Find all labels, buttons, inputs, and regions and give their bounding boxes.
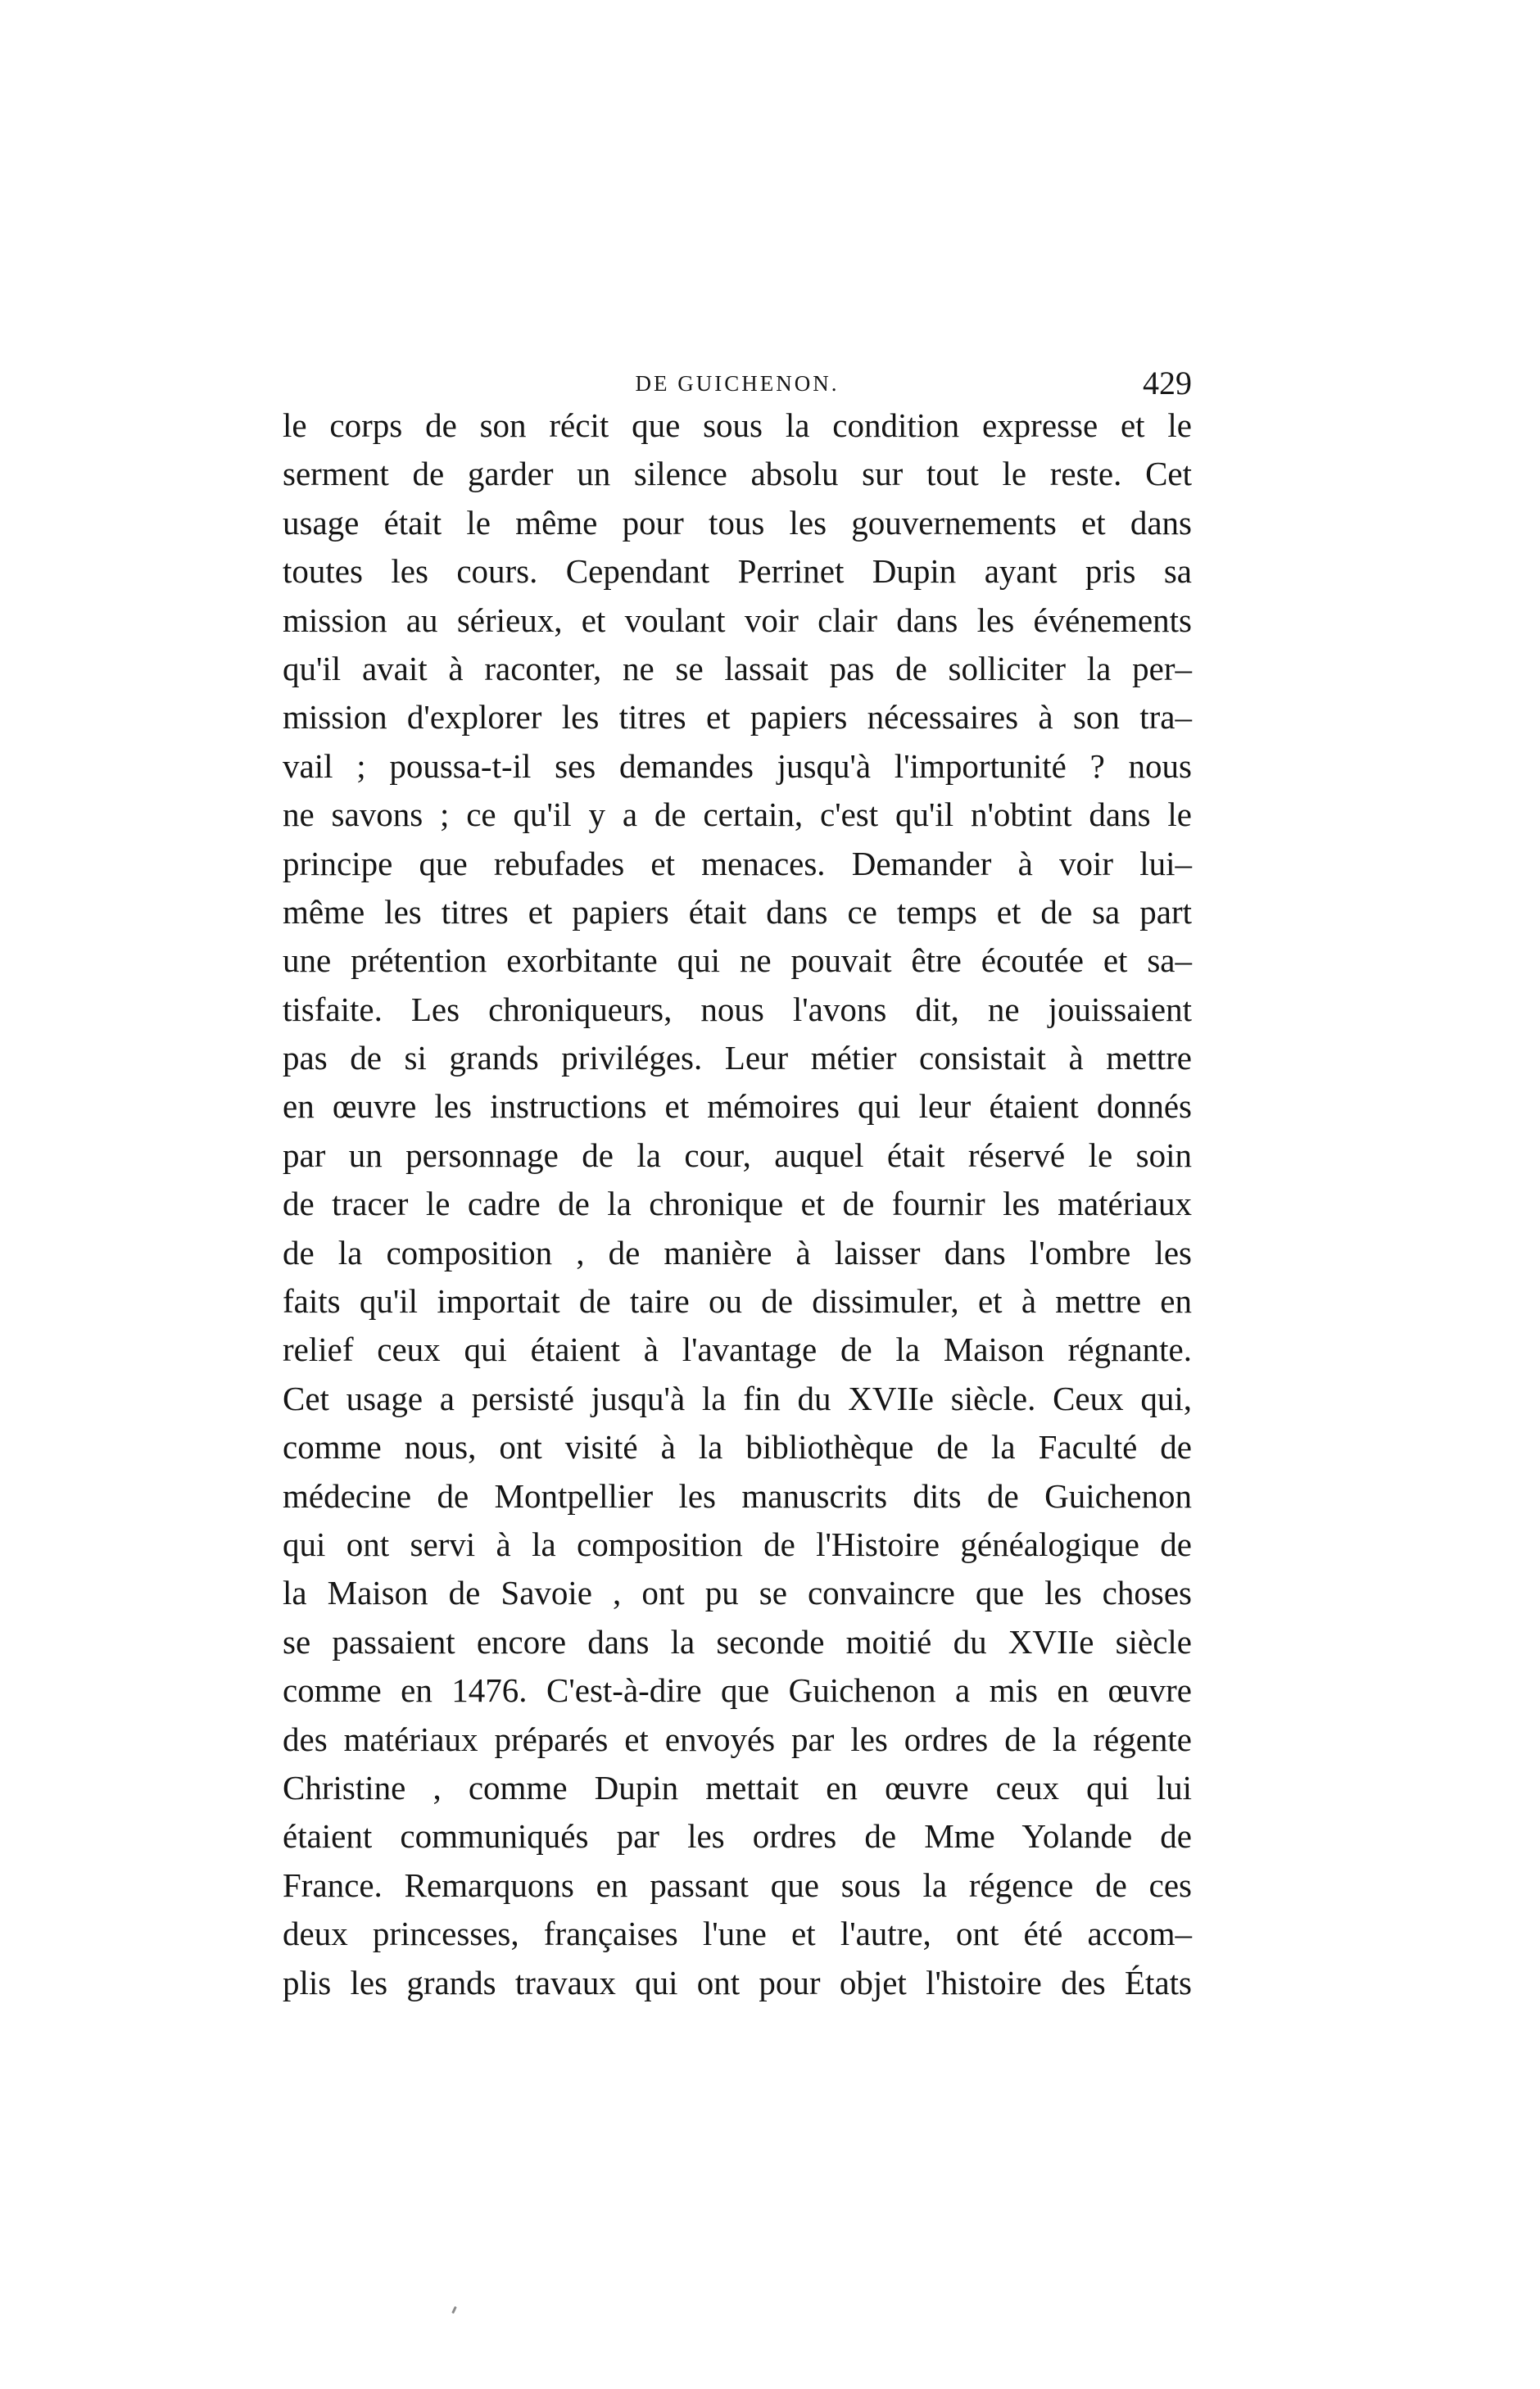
text-line: comme nous, ont visité à la bibliothèque de la Faculté de [283, 1428, 1192, 1466]
text-line: faits qu'il importait de taire ou de dissimuler, et à mettre en [283, 1282, 1192, 1321]
text-line: qu'il avait à raconter, ne se lassait pas de solliciter la per– [283, 649, 1192, 687]
text-line: en œuvre les instructions et mémoires qui leur étaient donnés [283, 1087, 1192, 1126]
text-line: une prétention exorbitante qui ne pouvait être écoutée et sa– [283, 941, 1192, 980]
text-line: qui ont servi à la composition de l'Histoire généalogique de [283, 1525, 1192, 1563]
text-line: pas de si grands priviléges. Leur métier consistait à mettre [283, 1039, 1192, 1077]
body-text [283, 401, 1192, 2007]
text-line: comme en 1476. C'est-à-dire que Guichenon a mis en œuvre [283, 1671, 1192, 1710]
text-line: deux princesses, françaises l'une et l'autre, ont été accom– [283, 1915, 1192, 1953]
text-line: vail ; poussa-t-il ses demandes jusqu'à l'importunité ? nous [283, 746, 1192, 785]
text-line: la Maison de Savoie , ont pu se convaincre que les choses [283, 1574, 1192, 1612]
text-line: des matériaux préparés et envoyés par les ordres de la régente [283, 1720, 1192, 1758]
text-line: par un personnage de la cour, auquel était réservé le soin [283, 1136, 1192, 1174]
text-line: étaient communiqués par les ordres de Mme Yolande de [283, 1817, 1192, 1856]
text-line: médecine de Montpellier les manuscrits dits de Guichenon [283, 1476, 1192, 1515]
text-line: plis les grands travaux qui ont pour objet l'histoire des États [283, 1963, 1192, 2001]
text-line: serment de garder un silence absolu sur tout le reste. Cet [283, 455, 1192, 493]
text-line: Christine , comme Dupin mettait en œuvre ceux qui lui [283, 1768, 1192, 1806]
text-line: mission d'explorer les titres et papiers nécessaires à son tra– [283, 698, 1192, 737]
page-number: 429 [1143, 365, 1192, 401]
text-line: même les titres et papiers était dans ce temps et de sa part [283, 892, 1192, 931]
running-title: DE GUICHENON. [635, 371, 840, 396]
text-line: de la composition , de manière à laisser dans l'ombre les [283, 1233, 1192, 1272]
running-head [283, 359, 1192, 408]
text-line: tisfaite. Les chroniqueurs, nous l'avons dit, ne jouissaient [283, 990, 1192, 1028]
text-line: toutes les cours. Cependant Perrinet Dupin ayant pris sa [283, 552, 1192, 591]
text-line: Cet usage a persisté jusqu'à la fin du XVIIe siècle. Ceux qui, [283, 1379, 1192, 1417]
text-line: principe que rebufades et menaces. Demander à voir lui– [283, 844, 1192, 882]
text-line: le corps de son récit que sous la condition expresse et le [283, 406, 1192, 444]
text-line: ne savons ; ce qu'il y a de certain, c'est qu'il n'obtint dans le [283, 796, 1192, 834]
paper-speck [451, 2306, 457, 2314]
text-line: mission au sérieux, et voulant voir clair dans les événements [283, 601, 1192, 639]
text-line: de tracer le cadre de la chronique et de fournir les matériaux [283, 1185, 1192, 1223]
text-line: se passaient encore dans la seconde moitié du XVIIe siècle [283, 1622, 1192, 1661]
text-line: France. Remarquons en passant que sous la régence de ces [283, 1865, 1192, 1904]
text-line: usage était le même pour tous les gouvernements et dans [283, 503, 1192, 542]
text-line: relief ceux qui étaient à l'avantage de la Maison régnante. [283, 1330, 1192, 1369]
